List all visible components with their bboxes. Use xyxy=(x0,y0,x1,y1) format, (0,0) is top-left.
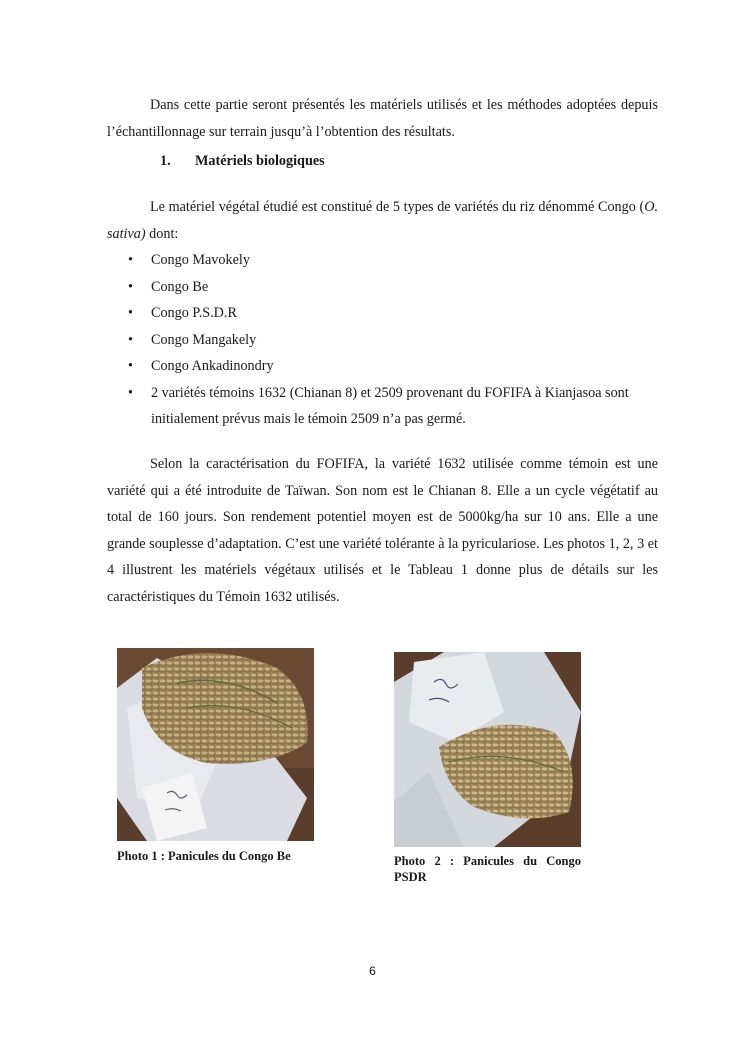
bullet-icon: • xyxy=(128,305,133,321)
bullet-icon: • xyxy=(128,384,133,401)
intro-paragraph: Dans cette partie seront présentés les matériels utilisés et les méthodes adoptées depuis l’échantillonnage sur terrain jusqu’à l’obtention des résultats. xyxy=(107,97,658,140)
section-heading xyxy=(160,153,325,170)
bullet-icon: • xyxy=(128,278,133,295)
list-item: • Congo Mangakely xyxy=(107,327,658,354)
section-title: Matériels biologiques xyxy=(195,153,325,169)
photo-2-caption: Photo 2 : Panicules du Congo PSDR xyxy=(394,854,581,884)
page-number: 6 xyxy=(369,964,376,978)
list-item: • Congo Mavokely xyxy=(107,247,658,274)
list-item: • Congo Ankadinondry xyxy=(107,353,658,380)
list-item: • Congo Be xyxy=(107,274,658,301)
photo-congo-psdr xyxy=(394,652,581,847)
photo-1-caption: Photo 1 : Panicules du Congo Be xyxy=(117,849,291,863)
list-item: • Congo P.S.D.R xyxy=(107,300,658,327)
list-item: • 2 variétés témoins 1632 (Chianan 8) et 2509 provenant du FOFIFA à Kianjasoa sont initialement prévus mais le témoin 2509 n’a pas germé. xyxy=(107,380,658,433)
bullet-icon: • xyxy=(128,358,133,374)
section-number: 1. xyxy=(160,153,171,169)
characterisation-paragraph: Selon la caractérisation du FOFIFA, la variété 1632 utilisée comme témoin est une variété qui a été introduite de Taïwan. Son nom est le Chianan 8. Elle a un cycle végétatif au total de 160 jours. Son rendement potentiel moyen est de 5000kg/ha sur 10 ans. Elle a une grande souplesse d’adaptation. C’est une variété tolérante à la pyriculariose. Les photos 1, 2, 3 et 4 illustrent les matériels végétaux utilisés et le Tableau 1 donne plus de détails sur les caractéristiques du Témoin 1632 utilisés. xyxy=(107,456,658,605)
species-name: O. sativa) xyxy=(107,199,658,242)
bullet-icon: • xyxy=(128,331,133,348)
bullet-icon: • xyxy=(128,252,133,268)
photo-congo-be xyxy=(117,648,314,841)
material-intro-end: dont: xyxy=(145,225,179,242)
material-intro-paragraph xyxy=(107,194,658,247)
variety-list xyxy=(107,247,658,433)
material-intro-text: Le matériel végétal étudié est constitué de 5 types de variétés du riz dénommé Congo ( xyxy=(150,199,645,215)
